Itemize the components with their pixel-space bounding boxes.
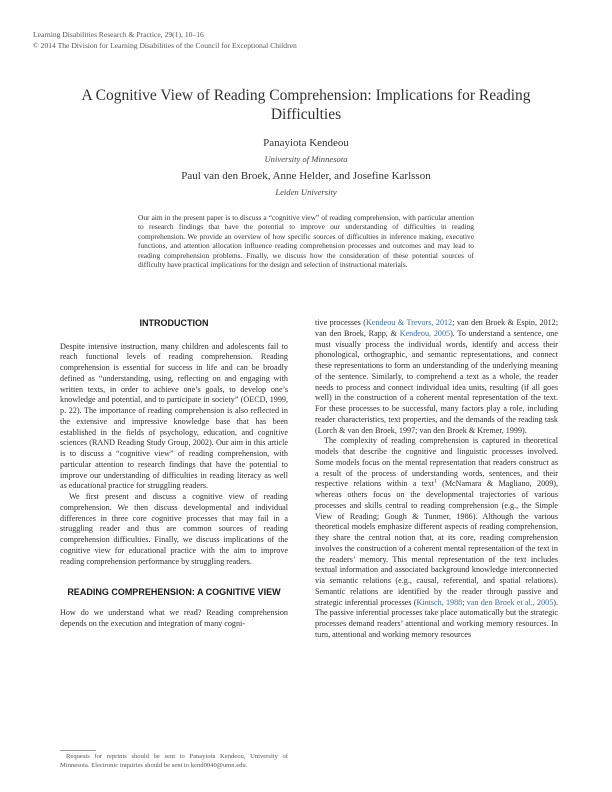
text-run: ). To understand a sentence, one must visually process the individual words, identify and access their phonological, orthographic, and semantic representations, and connect these representations to form an understanding of the underlying meaning of the sentence. Similarly, to comprehend a text as a whole, the reader needs to process and connect individual idea units, resulting (if all goes well) in the construction of a coherent mental representation of the text. For these processes to be successful, many factors play a role, including reader characteristics, text properties, and the demands of the reading task (Lorch & van den Broek, 1997; van den Broek & Kremer, 1999). [315,328,558,435]
footnote [60,753,288,771]
intro-paragraph-2: We first present and discuss a cognitive view of reading comprehension. We then discuss developmental and individual differences in three core cognitive processes that may fail in a struggling reader and thus are common sources of reading comprehension difficulties. Finally, we discuss implications of the cognitive view for educational practice with the aim to improve reading comprehension performance by struggling readers. [60,492,288,566]
affiliation-primary: University of Minnesota [264,154,348,164]
journal-header [33,30,297,51]
citation-link-van-den-broek[interactable]: van den Broek et al., 2005 [466,597,554,607]
affiliation-secondary: Leiden University [275,187,337,197]
text-run: ; [462,597,467,607]
author-primary: Panayiota Kendeou [263,137,349,149]
text-run: The complexity of reading comprehension is captured in theoretical models that describe the cognitive and linguistic processes involved. Some models focus on the mental representation that readers construct as a result of the process of understanding words, sentences, and their respective relations within a text [315,436,558,489]
citation-link-kintsch[interactable]: Kintsch, 1988 [416,597,463,607]
abstract: Our aim in the present paper is to discuss a “cognitive view” of reading comprehension, with particular attention to research findings that have the potential to improve our understanding of difficulties in reading comprehension. We provide an overview of how specific sources of difficulties in inference making, executive functions, and attention allocation influence reading comprehension processes and outcomes and may lead to reading comprehension problems. Finally, we discuss how the consideration of these potential sources of difficulty have practical implications for the design and selection of instructional materials. [138,213,474,270]
right-paragraph-1 [315,318,558,436]
section2-paragraph-1: How do we understand what we read? Reading comprehension depends on the execution and integration of many cogni- [60,607,288,628]
text-run: tive processes ( [315,318,366,327]
right-column [315,318,558,641]
right-paragraph-2 [315,436,558,640]
article-title: A Cognitive View of Reading Comprehension: Implications for Reading Difficulties [81,87,531,123]
citation-link-kendeou-trevors[interactable]: Kendeou & Trevors, 2012 [365,318,453,327]
introduction-heading: INTRODUCTION [139,318,209,328]
footnote-marker: 1 [434,478,437,485]
text-run: ). The passive inferential processes take place automatically but the strategic processes demand readers’ attentional and working memory resources. In turn, attentional and working memory resources [315,597,559,639]
journal-citation: Learning Disabilities Research & Practice, 29(1), 10–16 [33,30,204,39]
author-secondary: Paul van den Broek, Anne Helder, and Josefine Karlsson [181,170,431,182]
text-run: (McNamara & Magliano, 2009), whereas others focus on the developmental trajectories of various processes and skills central to reading comprehension (e.g., the Simple View of Reading; Gough & Tunmer, 1986). Although the various theoretical models emphasize different aspects of reading comprehension, they share the central notion that, at its core, reading comprehension involves the construction of a coherent mental representation of the text in the readers’ memory. This mental representation of the text includes textual information and associated background knowledge interconnected via semantic relations (e.g., causal, referential, and spatial relations). Semantic relations are identified by the reader through passive and strategic inferential processes ( [315,479,558,607]
footnote-divider [60,750,96,751]
left-column [60,318,288,629]
footnote-text: Requests for reprints should be sent to Panayiota Kendeou, University of Minnesota. Electronic inquiries should be sent to kend0040@umn.edu. [60,753,288,769]
section-heading-cognitive-view: READING COMPREHENSION: A COGNITIVE VIEW [67,587,281,598]
copyright-line: © 2014 The Division for Learning Disabilities of the Council for Exceptional Children [33,40,297,50]
intro-paragraph-1: Despite intensive instruction, many children and adolescents fail to reach functional levels of reading comprehension. Reading comprehension is essential for success in life and can be broadly defined as “understanding, using, reflecting on and engaging with written texts, in order to achieve one’s goals, to develop one’s knowledge and potential, and to participate in society” (OECD, 1999, p. 22). The importance of reading comprehension is also reflected in the extensive and impressive knowledge base that has been established in the fields of psychology, education, and cognitive sciences (RAND Reading Study Group, 2002). Our aim in this article is to discuss a “cognitive view” of reading comprehension, with particular attention to research findings that have the potential to improve our understanding of difficulties in reading literacy as well as educational practice for struggling readers. [60,341,288,491]
citation-link-kendeou-2005[interactable]: Kendeou, 2005 [399,328,451,338]
text-run: ; van den Broek & Espin, 2012; van den Broek, Rapp, & [315,318,558,338]
